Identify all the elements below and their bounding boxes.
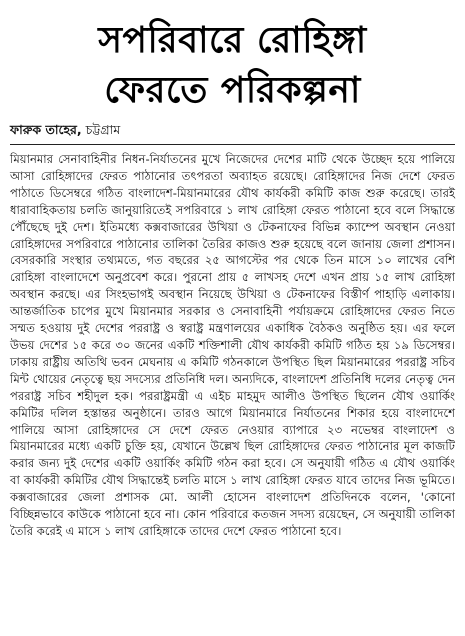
article-body: মিয়ানমার সেনাবাহিনীর নিধন-নির্যাতনের মুখে নিজেদের দেশের মাটি থেকে উচ্ছেদ হয়ে পালিয়ে আসা রোহিঙ্গাদের ফেরত পাঠানোর তৎপরতা অব্যাহত রয়েছে। রোহিঙ্গাদের নিজ দেশে ফেরত পাঠাতে ডিসেম্বরে গঠিত বাংলাদেশ-মিয়ানমারের যৌথ কার্যকরী কমিটি কাজ শুরু করেছে। তারই ধারাবাহিকতায় চলতি জানুয়ারিতেই সপরিবারে ১ লাখ রোহিঙ্গা ফেরত পাঠানো হবে বলে সিদ্ধান্তে পৌঁছেছে দুই দেশ। ইতিমধ্যে কক্সবাজারের উখিয়া ও টেকনাফের বিভিন্ন ক্যাম্পে অবস্থান নেওয়া রোহিঙ্গাদের সপরিবারে পাঠানোর তালিকা তৈরির কাজও শুরু হয়েছে বলে জানায় জেলা প্রশাসন। বেসরকারি সংস্থার তথ্যমতে, গত বছরের ২৫ আগস্টের পর থেকে তিন মাসে ১০ লাখের বেশি রোহিঙ্গা বাংলাদেশে অনুপ্রবেশ করে। পুরনো প্রায় ৫ লাখসহ দেশে এখন প্রায় ১৫ লাখ রোহিঙ্গা অবস্থান করছে। এর সিংহভাগই অবস্থান নিয়েছে উখিয়া ও টেকনাফের বিস্তীর্ণ পাহাড়ি এলাকায়। আন্তর্জাতিক চাপের মুখে মিয়ানমার সরকার ও সেনাবাহিনী পর্যায়ক্রমে রোহিঙ্গাদের ফেরত নিতে সম্মত হওয়ায় দুই দেশের পররাষ্ট্র ও স্বরাষ্ট্র মন্ত্রণালয়ের একাধিক বৈঠকও অনুষ্ঠিত হয়। এর ফলে উভয় দেশের ১৫ করে ৩০ জনের একটি শক্তিশালী যৌথ কার্যকরী কমিটি গঠিত হয় ১৯ ডিসেম্বর। ঢাকায় রাষ্ট্রীয় অতিথি ভবন মেঘনায় এ কমিটি গঠনকালে উপস্থিত ছিল মিয়ানমারের পররাষ্ট্র সচিব মিন্ট থোয়ের নেতৃত্বে ছয় সদস্যের প্রতিনিধি দল। অন্যদিকে, বাংলাদেশ প্রতিনিধি দলের নেতৃত্ব দেন পররাষ্ট্র সচিব শহীদুল হক। পররাষ্ট্রমন্ত্রী এ এইচ মাহমুদ আলীও উপস্থিত ছিলেন যৌথ ওয়ার্কিং কমিটির দলিল হস্তান্তর অনুষ্ঠানে। তারও আগে মিয়ানমারে নির্যাতনের শিকার হয়ে বাংলাদেশে পালিয়ে আসা রোহিঙ্গাদের সে দেশে ফেরত নেওয়ার ব্যাপারে ২৩ নভেম্বর বাংলাদেশ ও মিয়ানমারের মধ্যে একটি চুক্তি হয়, যেখানে উল্লেখ ছিল রোহিঙ্গাদের ফেরত পাঠানোর মূল কাজটি করার জন্য দুই দেশের একটি ওয়ার্কিং কমিটি গঠন করা হবে। সে অনুযায়ী গঠিত এ যৌথ ওয়ার্কিং বা কার্যকরী কমিটির যৌথ সিদ্ধান্তেই চলতি মাসে ১ লাখ রোহিঙ্গা ফেরত যাবে তাদের নিজ ভূমিতে। কক্সবাজারের জেলা প্রশাসক মো. আলী হোসেন বাংলাদেশ প্রতিদিনকে বলেন, 'কোনো বিচ্ছিন্নভাবে কাউকে পাঠানো হবে না। কোন পরিবারে কতজন সদস্য রয়েছেন, সে অনুযায়ী তালিকা তৈরি করেই এ মাসে ১ লাখ রোহিঙ্গাকে তাদের দেশে ফেরত পাঠানো হবে। (10, 152, 455, 538)
headline (10, 0, 455, 116)
byline-divider (10, 144, 455, 145)
headline-line-1: সপরিবারে রোহিঙ্গা (98, 20, 367, 61)
dateline-location: চট্টগ্রাম (81, 122, 121, 137)
headline-line-2: ফেরতে পরিকল্পনা (104, 70, 361, 111)
author-name: ফারুক তাহের, (10, 122, 82, 137)
byline (10, 122, 455, 142)
